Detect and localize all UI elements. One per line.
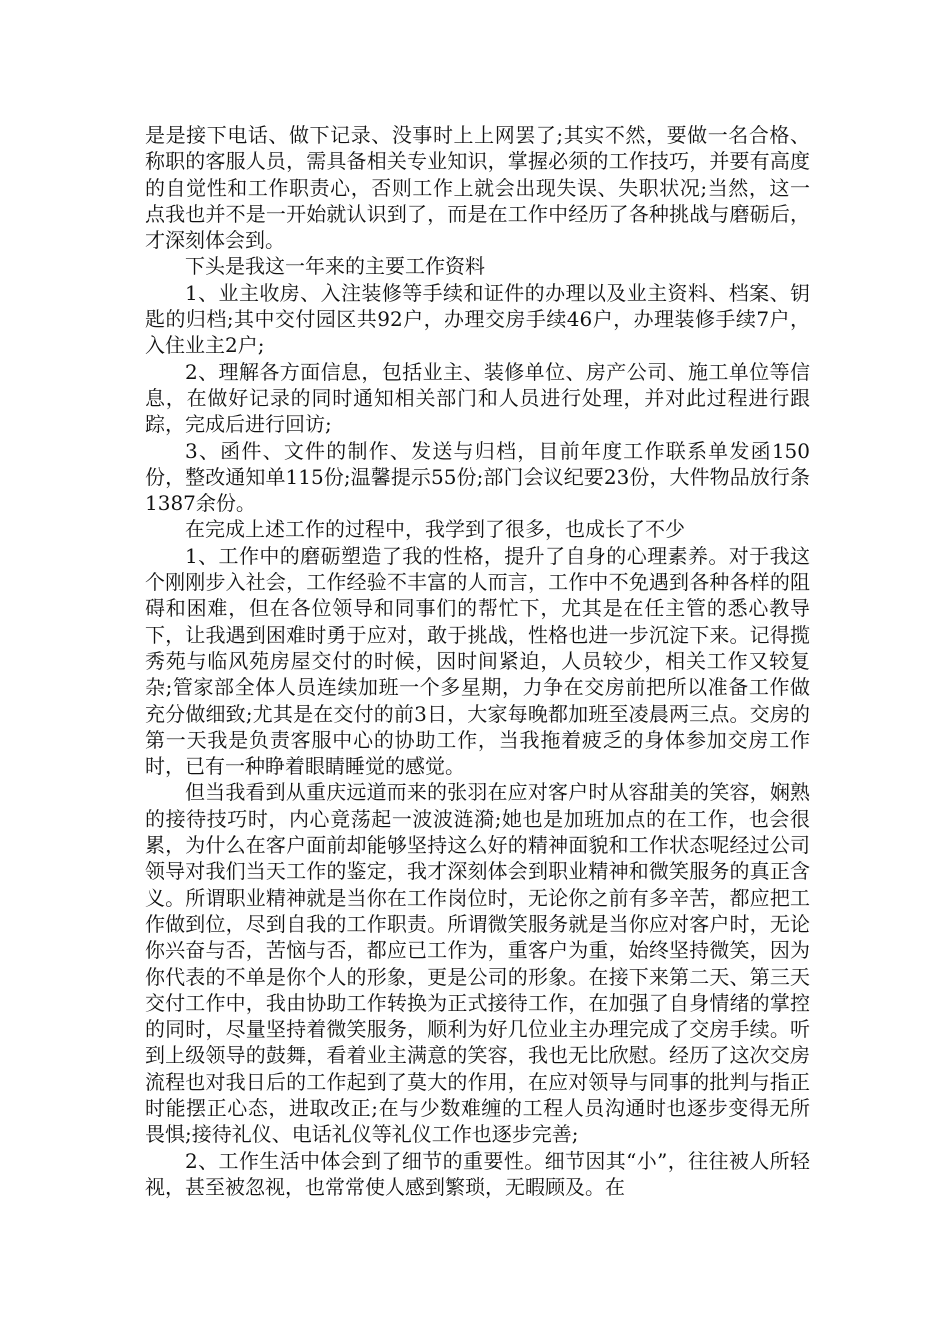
paragraph-item-3: 3、函件、文件的制作、发送与归档，目前年度工作联系单发函150份，整改通知单115份;温馨提示55份;部门会议纪要23份，大件物品放行条1387余份。	[145, 438, 810, 516]
paragraph-item-1: 1、业主收房、入注装修等手续和证件的办理以及业主资料、档案、钥匙的归档;其中交付园区共92户，办理交房手续46户，办理装修手续7户，入住业主2户;	[145, 280, 810, 358]
paragraph-smile-service: 但当我看到从重庆远道而来的张羽在应对客户时从容甜美的笑容，娴熟的接待技巧时，内心竟荡起一波波涟漪;她也是加班加点的在工作，也会很累，为什么在客户面前却能够坚持这么好的精神面貌和工作状态呢经过公司领导对我们当天工作的鉴定，我才深刻体会到职业精神和微笑服务的真正含义。所谓职业精神就是当你在工作岗位时，无论你之前有多辛苦，都应把工作做到位，尽到自我的工作职责。所谓微笑服务就是当你应对客户时，无论你兴奋与否，苦恼与否，都应已工作为，重客户为重，始终坚持微笑，因为你代表的不单是你个人的形象，更是公司的形象。在接下来第二天、第三天交付工作中，我由协助工作转换为正式接待工作，在加强了自身情绪的掌控的同时，尽量坚持着微笑服务，顺利为好几位业主办理完成了交房手续。听到上级领导的鼓舞，看着业主满意的笑容，我也无比欣慰。经历了这次交房流程也对我日后的工作起到了莫大的作用，在应对领导与同事的批判与指正时能摆正心态，进取改正;在与少数难缠的工程人员沟通时也逐步变得无所畏惧;接待礼仪、电话礼仪等礼仪工作也逐步完善;	[145, 780, 810, 1147]
document-body	[145, 122, 810, 1200]
paragraph-growth-1: 1、工作中的磨砺塑造了我的性格，提升了自身的心理素养。对于我这个刚刚步入社会，工作经验不丰富的人而言，工作中不免遇到各种各样的阻碍和困难，但在各位领导和同事们的帮忙下，尤其是在任主管的悉心教导下，让我遇到困难时勇于应对，敢于挑战，性格也进一步沉淀下来。记得揽秀苑与临风苑房屋交付的时候，因时间紧迫，人员较少，相关工作又较复杂;管家部全体人员连续加班一个多星期，力争在交房前把所以准备工作做充分做细致;尤其是在交付的前3日，大家每晚都加班至凌晨两三点。交房的第一天我是负责客服中心的协助工作，当我拖着疲乏的身体参加交房工作时，已有一种睁着眼睛睡觉的感觉。	[145, 543, 810, 779]
paragraph-item-2: 2、理解各方面信息，包括业主、装修单位、房产公司、施工单位等信息，在做好记录的同时通知相关部门和人员进行处理，并对此过程进行跟踪，完成后进行回访;	[145, 359, 810, 437]
paragraph-heading-growth: 在完成上述工作的过程中，我学到了很多，也成长了不少	[185, 517, 685, 542]
paragraph-growth-2: 2、工作生活中体会到了细节的重要性。细节因其“小”，往往被人所轻视，甚至被忽视，也常常使人感到繁琐，无暇顾及。在	[145, 1148, 810, 1199]
paragraph-intro: 是是接下电话、做下记录、没事时上上网罢了;其实不然，要做一名合格、称职的客服人员，需具备相关专业知识，掌握必须的工作技巧，并要有高度的自觉性和工作职责心，否则工作上就会出现失误、失职状况;当然，这一点我也并不是一开始就认识到了，而是在工作中经历了各种挑战与磨砺后，才深刻体会到。	[145, 123, 810, 253]
paragraph-heading-work: 下头是我这一年来的主要工作资料	[185, 254, 485, 279]
